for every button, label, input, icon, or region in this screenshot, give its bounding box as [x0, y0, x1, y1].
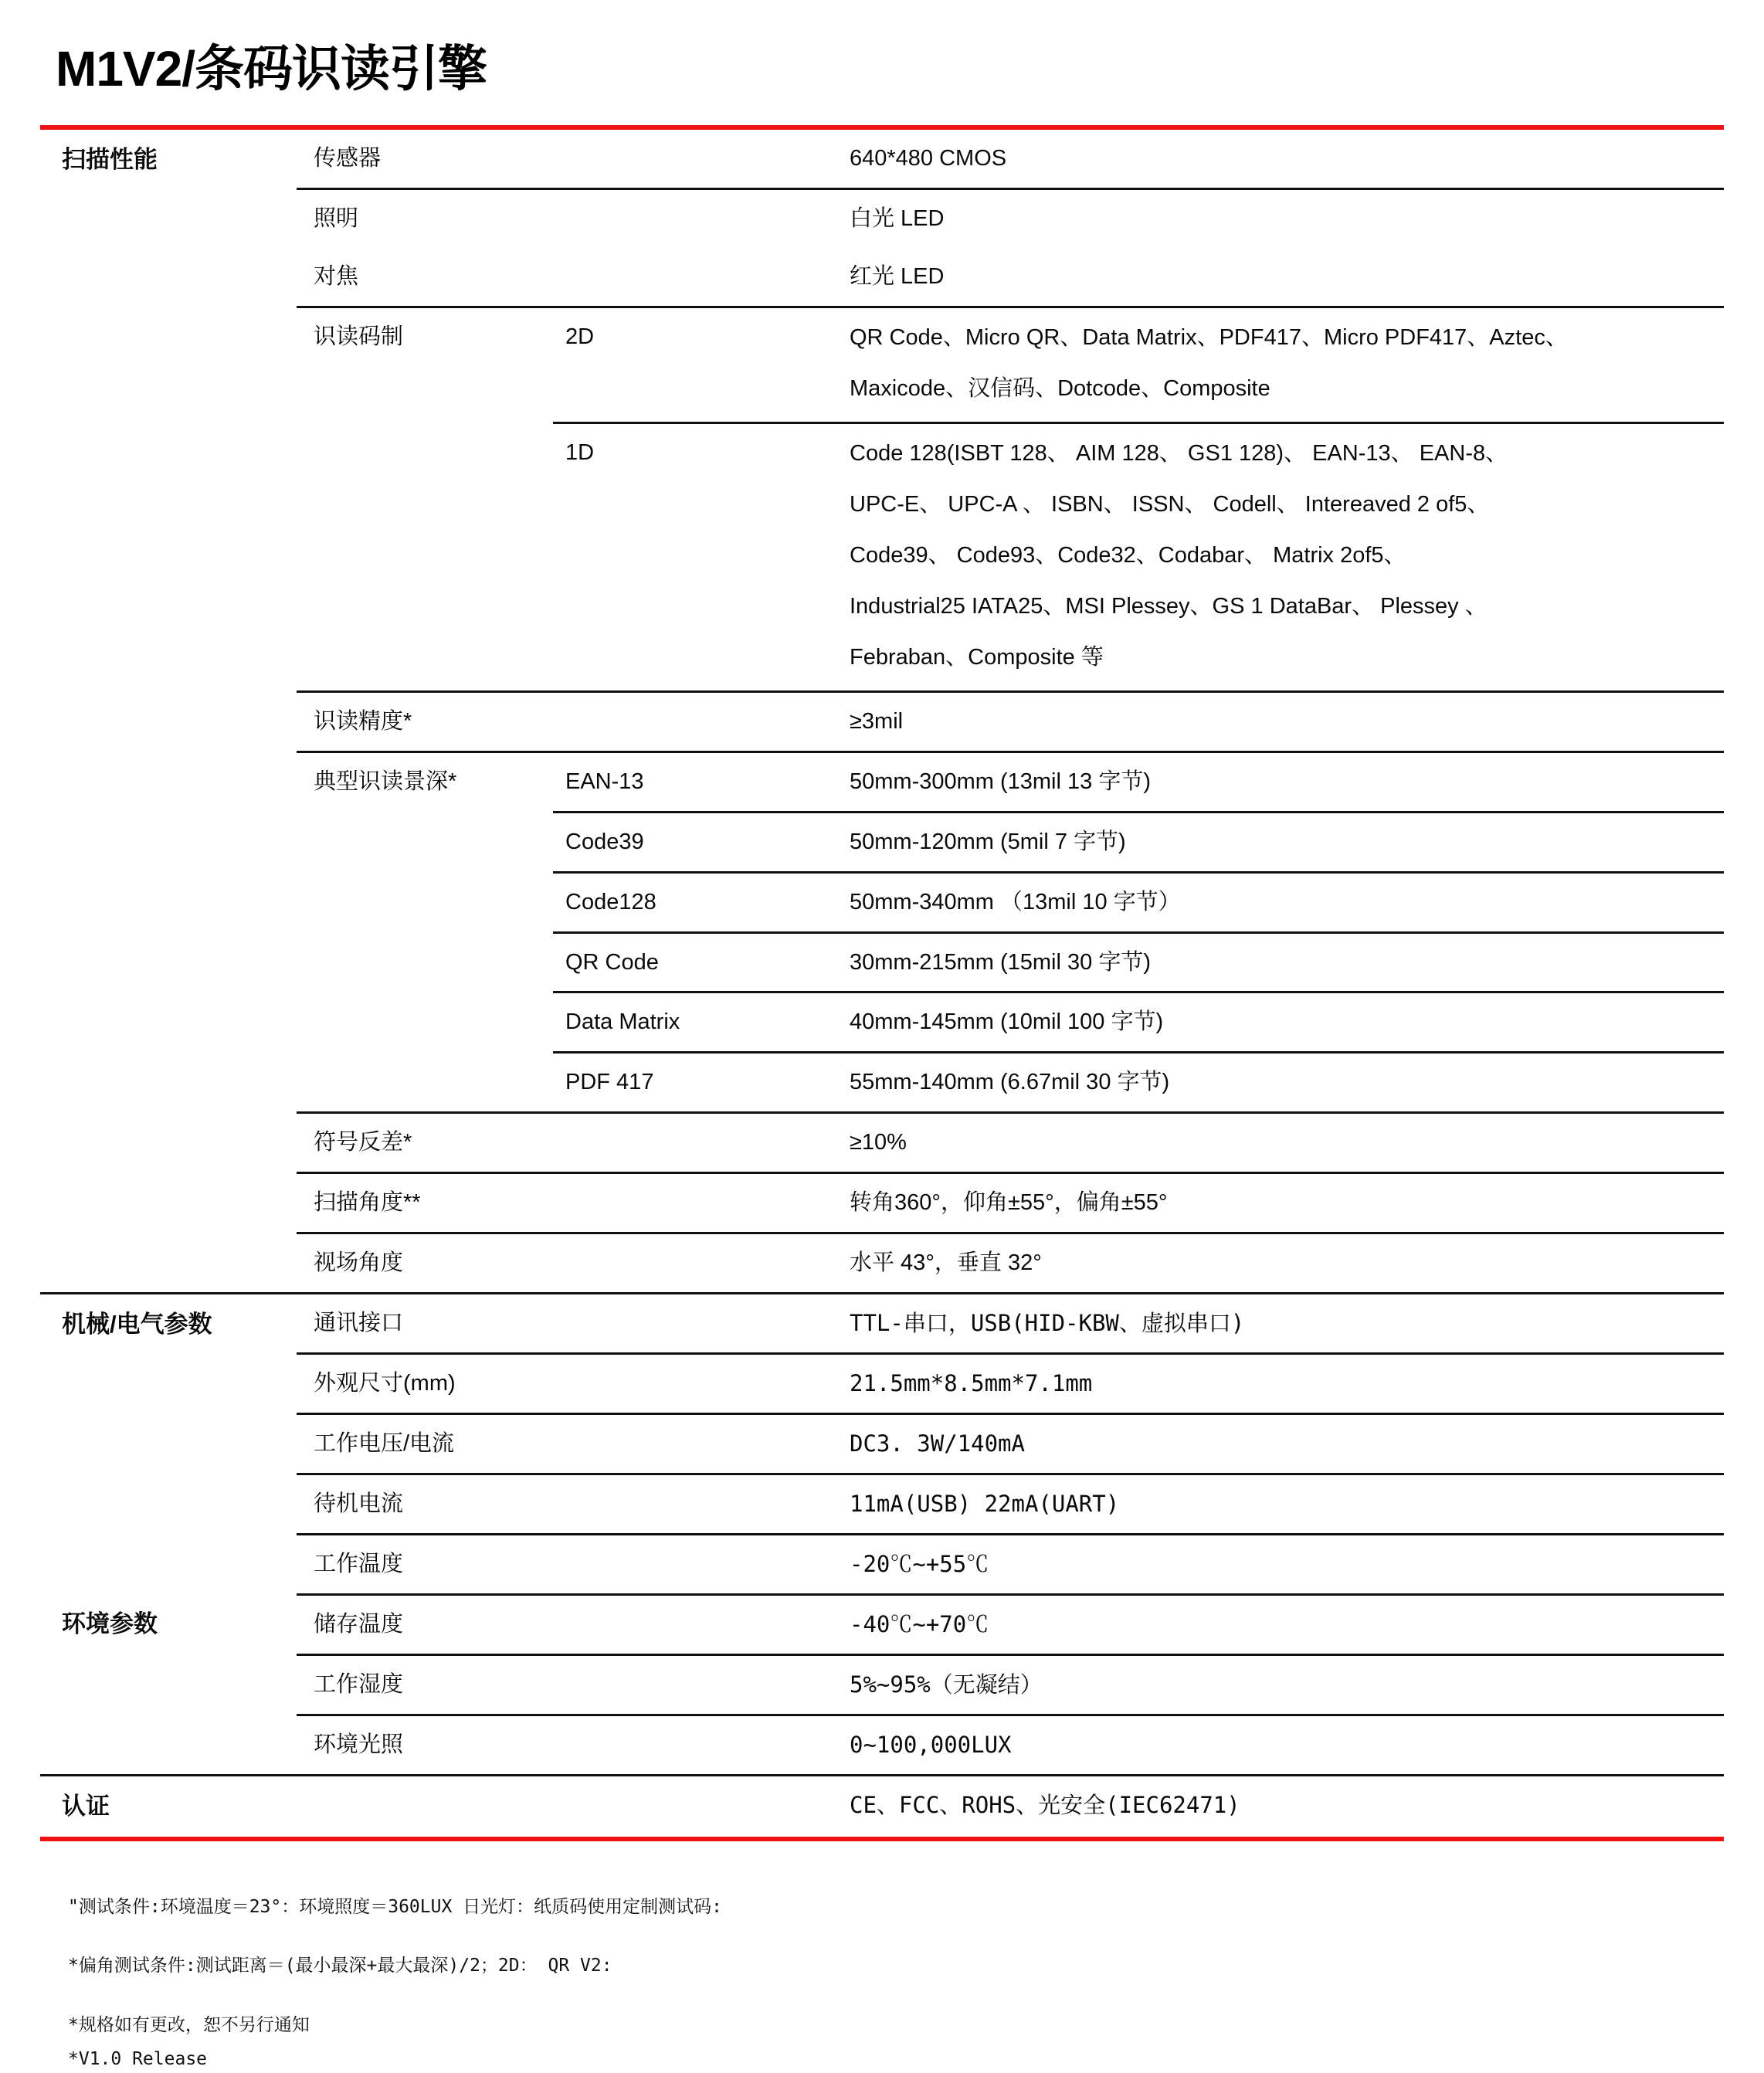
sub-dof-pdf417: PDF 417 — [553, 1053, 839, 1113]
group-label-environment: 环境参数 — [62, 1610, 158, 1637]
sub-empty — [553, 1173, 839, 1233]
group-label-mechanical: 机械/电气参数 — [40, 1294, 297, 1474]
value-resolution: ≥3mil — [839, 691, 1724, 752]
group-label-scan: 扫描性能 — [62, 146, 158, 174]
value-dof-code39: 50mm-120mm (5mil 7 字节) — [839, 812, 1724, 872]
symbology-1d-line: Industrial25 IATA25、MSI Plessey、GS 1 DataBar、 Plessey 、 — [850, 593, 1488, 619]
footnote-test-conditions: "测试条件:环境温度＝23°：环境照度＝360LUX 日光灯：纸质码使用定制测试码: — [68, 1896, 723, 1917]
param-standby-current: 待机电流 — [297, 1474, 553, 1534]
sub-empty — [553, 1354, 839, 1414]
value-ambient-light: 0~100,000LUX — [839, 1715, 1724, 1775]
sub-empty — [553, 1775, 839, 1839]
sub-empty — [553, 248, 839, 307]
value-symbology-1d — [839, 423, 1724, 692]
sub-dof-ean13: EAN-13 — [553, 752, 839, 812]
sub-empty — [553, 1294, 839, 1354]
table-row — [40, 1775, 1724, 1839]
symbology-2d-line: QR Code、Micro QR、Data Matrix、PDF417、Micro PDF417、Aztec、 — [850, 325, 1568, 351]
spec-sheet-page — [0, 42, 1764, 2073]
param-certification — [297, 1775, 553, 1839]
value-certification: CE、FCC、ROHS、光安全(IEC62471) — [839, 1775, 1724, 1839]
param-operating-temperature: 工作温度 — [297, 1534, 553, 1594]
sub-empty — [553, 1715, 839, 1775]
symbology-1d-line: UPC-E、 UPC-A 、 ISBN、 ISSN、 Codell、 Intereaved 2 of5、 — [850, 492, 1490, 517]
footnotes — [68, 1894, 1724, 2073]
sub-symbology-1d: 1D — [553, 423, 839, 692]
value-operating-temperature: -20℃~+55℃ — [839, 1534, 1724, 1594]
value-field-of-view: 水平 43°，垂直 32° — [839, 1233, 1724, 1294]
param-depth-of-field: 典型识读景深* — [297, 752, 553, 1113]
param-dimensions: 外观尺寸(mm) — [297, 1354, 553, 1414]
value-storage-temperature: -40℃~+70℃ — [839, 1594, 1724, 1654]
symbology-1d-line: Code39、 Code93、Code32、Codabar、 Matrix 2of5、 — [850, 542, 1406, 568]
value-sensor: 640*480 CMOS — [850, 146, 1007, 171]
sub-empty — [553, 691, 839, 752]
param-ambient-light: 环境光照 — [297, 1715, 553, 1775]
value-scan-angle: 转角360°，仰角±55°，偏角±55° — [839, 1173, 1724, 1233]
table-row — [40, 1294, 1724, 1354]
value-dof-datamatrix: 40mm-145mm (10mil 100 字节) — [839, 992, 1724, 1053]
sub-empty — [553, 1654, 839, 1715]
sub-dof-qrcode: QR Code — [553, 932, 839, 992]
symbology-1d-line: Febraban、Composite 等 — [850, 644, 1104, 670]
param-humidity: 工作湿度 — [297, 1654, 553, 1715]
param-sensor: 传感器 — [314, 146, 382, 171]
param-scan-angle: 扫描角度** — [297, 1173, 553, 1233]
sub-empty — [553, 189, 839, 248]
value-dof-ean13: 50mm-300mm (13mil 13 字节) — [839, 752, 1724, 812]
sub-symbology-2d: 2D — [553, 307, 839, 423]
table-row — [40, 127, 1724, 188]
param-field-of-view: 视场角度 — [297, 1233, 553, 1294]
value-symbol-contrast: ≥10% — [839, 1113, 1724, 1173]
sub-dof-code128: Code128 — [553, 872, 839, 932]
footnote-spec-change-notice: *规格如有更改，恕不另行通知 — [68, 2014, 310, 2035]
footnote-skew-conditions: *偏角测试条件:测试距离＝(最小最深+最大最深)/2；2D： QR V2: — [68, 1956, 612, 1976]
table-row — [40, 1474, 1724, 1534]
sub-empty — [553, 1113, 839, 1173]
value-power: DC3. 3W/140mA — [839, 1414, 1724, 1474]
sub-empty — [553, 1594, 839, 1654]
value-aiming: 红光 LED — [850, 264, 945, 290]
param-illumination: 照明 — [297, 189, 553, 248]
value-standby-current: 11mA(USB) 22mA(UART) — [839, 1474, 1724, 1534]
param-symbol-contrast: 符号反差* — [297, 1113, 553, 1173]
value-illumination: 白光 LED — [839, 189, 1724, 248]
specification-table — [40, 125, 1724, 1841]
param-aiming: 对焦 — [314, 264, 359, 290]
sub-empty — [553, 1414, 839, 1474]
page-title: M1V2/条码识读引擎 — [56, 41, 487, 97]
sub-empty — [553, 1534, 839, 1594]
value-interface: TTL-串口，USB(HID-KBW、虚拟串口) — [839, 1294, 1724, 1354]
param-symbology-continued — [297, 423, 553, 692]
value-symbology-2d — [839, 307, 1724, 423]
footnote-version: *V1.0 Release — [68, 2049, 208, 2070]
group-label-certification: 认证 — [40, 1775, 297, 1839]
sub-dof-code39: Code39 — [553, 812, 839, 872]
symbology-1d-line: Code 128(ISBT 128、 AIM 128、 GS1 128)、 EAN-13、 EAN-8、 — [850, 441, 1508, 467]
sub-empty — [553, 127, 839, 188]
param-interface: 通讯接口 — [297, 1294, 553, 1354]
value-dimensions: 21.5mm*8.5mm*7.1mm — [839, 1354, 1724, 1414]
value-dof-pdf417: 55mm-140mm (6.67mil 30 字节) — [839, 1053, 1724, 1113]
value-dof-qrcode: 30mm-215mm (15mil 30 字节) — [839, 932, 1724, 992]
sub-empty — [553, 1233, 839, 1294]
value-dof-code128: 50mm-340mm （13mil 10 字节） — [839, 872, 1724, 932]
symbology-2d-line: Maxicode、汉信码、Dotcode、Composite — [850, 376, 1270, 402]
sub-dof-datamatrix: Data Matrix — [553, 992, 839, 1053]
param-symbology: 识读码制 — [297, 307, 553, 423]
param-power: 工作电压/电流 — [297, 1414, 553, 1474]
value-humidity: 5%~95%（无凝结） — [839, 1654, 1724, 1715]
param-storage-temperature: 储存温度 — [297, 1594, 553, 1654]
param-resolution: 识读精度* — [297, 691, 553, 752]
sub-empty — [553, 1474, 839, 1534]
